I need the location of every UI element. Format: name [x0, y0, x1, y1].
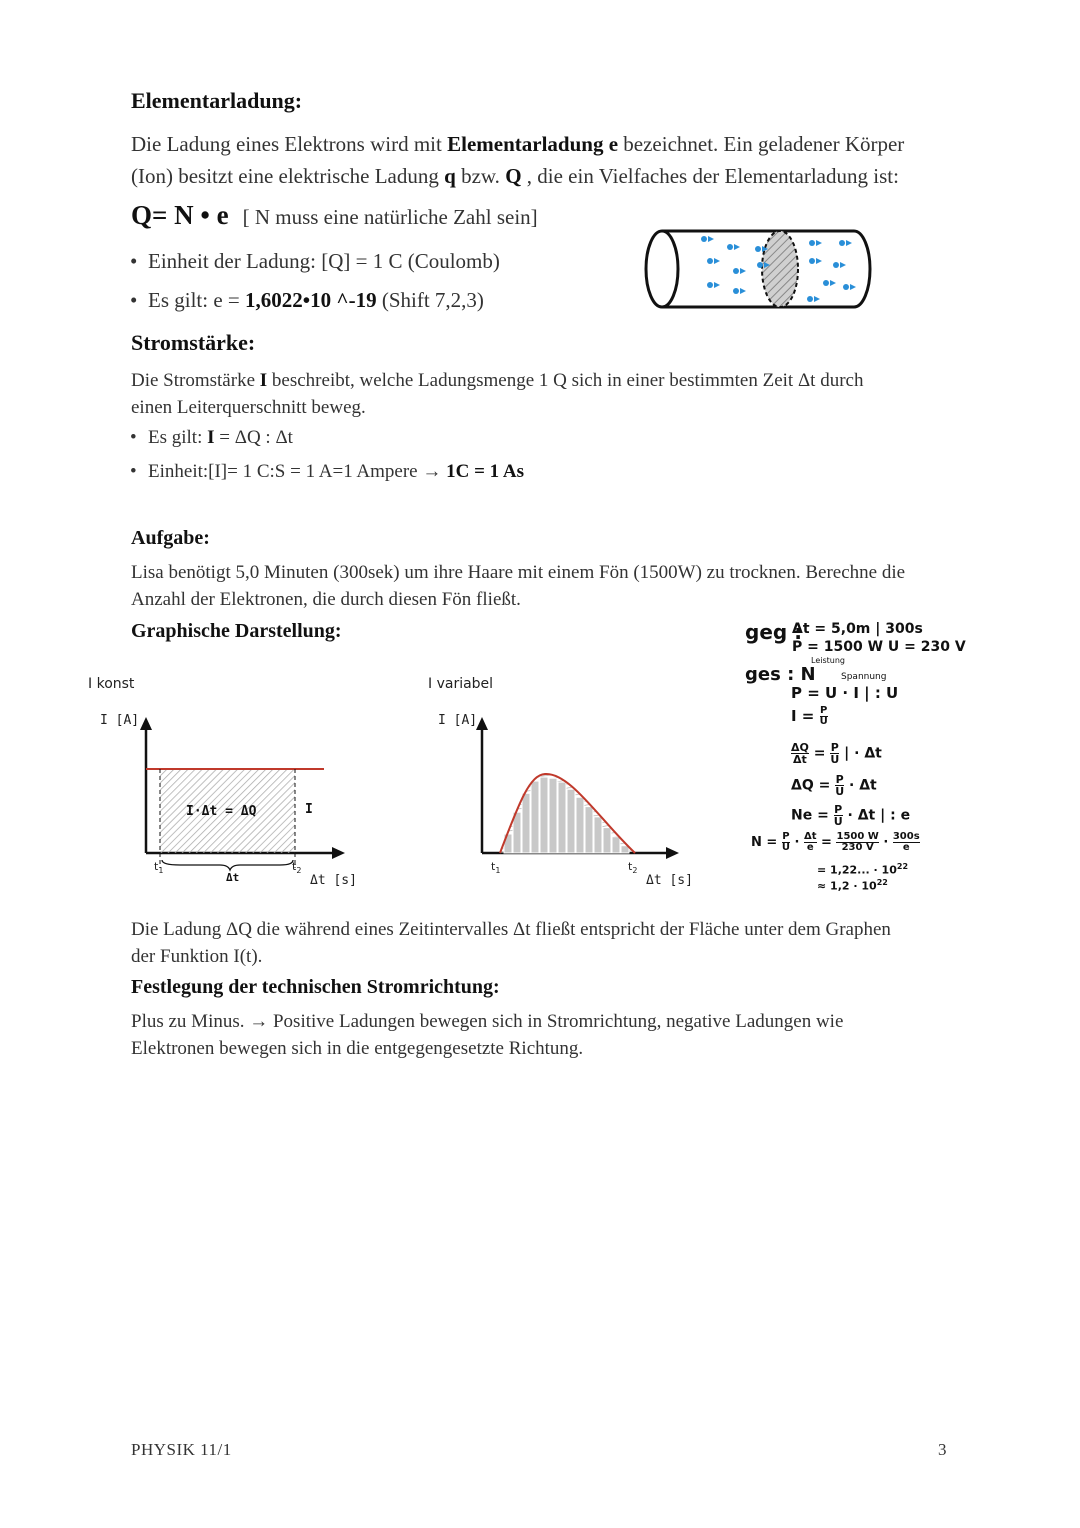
approx-bar [594, 817, 602, 853]
left-y-arrow [140, 717, 152, 730]
note-line-pui: P = U · I | : U [791, 684, 899, 702]
conductor-tube [646, 231, 870, 307]
right-y-label: I [A] [438, 713, 478, 728]
bullet-es-gilt-e: • Es gilt: e = 1,6022•10 ^-19 (Shift 7,2,3) [148, 288, 484, 313]
note-geg-label: geg : [745, 620, 803, 644]
heading-stromrichtung: Festlegung der technischen Stromrichtung: [131, 976, 500, 998]
graph-variable-current [420, 700, 720, 900]
left-x-label: Δt [s] [310, 873, 357, 888]
approx-bar [558, 782, 566, 853]
approx-bar [612, 837, 620, 853]
approx-bar [522, 793, 530, 853]
left-area-label: I·Δt = ΔQ [186, 804, 257, 819]
approx-bar [540, 777, 548, 853]
electron-arrow [814, 296, 820, 302]
heading-graphische-darstellung: Graphische Darstellung: [131, 620, 342, 642]
bullet-einheit-i: • Einheit:[I]= 1 C:S = 1 A=1 Ampere → 1C = 1 As [148, 461, 524, 483]
right-approx-bars [504, 777, 629, 853]
formula-note: [ N muss eine natürliche Zahl sein] [242, 205, 538, 229]
note-result-exact: = 1,22... · $10^{22}$ [817, 862, 909, 877]
note-spannung: Spannung [841, 672, 887, 682]
left-dt-label: Δt [226, 871, 240, 884]
handwritten-solution [745, 618, 967, 896]
heading-stromstaerke: Stromstärke: [131, 330, 256, 355]
right-y-arrow [476, 717, 488, 730]
note-leistung: Leistung [811, 656, 845, 665]
approx-bar [585, 807, 593, 853]
graph-right-title: I variabel [428, 676, 494, 692]
left-dt-brace [162, 860, 293, 870]
electron-dot [757, 262, 763, 268]
electron-dot [823, 280, 829, 286]
electron-arrow [840, 262, 846, 268]
electron-arrow [708, 236, 714, 242]
electron-dot [707, 258, 713, 264]
stromstaerke-description: Die Stromstärke I beschreibt, welche Ladungsmenge 1 Q sich in einer bestimmten Zeit Δt durch einen Leiterquerschnitt beweg. [131, 370, 864, 418]
note-line-n: N = $\frac{P}{U}$ · $\frac{\Delta t}{e}$ = $\frac{1500 W}{230 V}$ · $\frac{300s}{e}$ [751, 831, 920, 853]
electron-dot [727, 244, 733, 250]
note-geg-line2: P = 1500 W U = 230 V [792, 639, 966, 655]
right-t1-label: $t_1$ [491, 860, 501, 875]
electron-arrow [740, 288, 746, 294]
electron-arrow [850, 284, 856, 290]
right-t2-label: $t_2$ [628, 860, 638, 875]
conductor-illustration [640, 225, 880, 313]
electron-arrow [714, 282, 720, 288]
note-line-dq-dt: $\frac{\Delta Q}{\Delta t}$ = $\frac{P}{U}$ | · Δt [791, 741, 882, 766]
electron-dot [707, 282, 713, 288]
electron-arrow [816, 258, 822, 264]
electron-dot [755, 246, 761, 252]
approx-bar [531, 781, 539, 853]
right-x-arrow [666, 847, 679, 859]
elementarladung-intro: Die Ladung eines Elektrons wird mit Elementarladung e bezeichnet. Ein geladener Körper (Ion) besitzt eine elektrische Ladung q bzw. Q , die ein Vielfaches der Elementarladung ist: [131, 132, 905, 188]
heading-aufgabe: Aufgabe: [131, 527, 210, 549]
note-line-dq: ΔQ = $\frac{P}{U}$ · Δt [791, 773, 877, 798]
left-y-label: I [A] [100, 713, 140, 728]
bullet-einheit-ladung: • Einheit der Ladung: [Q] = 1 C (Coulomb) [148, 249, 500, 274]
left-t1-label: $t_1$ [154, 860, 164, 875]
left-i-label: I [305, 802, 313, 817]
electron-dot [701, 236, 707, 242]
right-x-label: Δt [s] [646, 873, 693, 888]
electron-dot [843, 284, 849, 290]
approx-bar [567, 789, 575, 853]
approx-bar [603, 828, 611, 853]
approx-bar [549, 778, 557, 853]
cross-section [762, 231, 798, 307]
electron-arrow [846, 240, 852, 246]
note-line-i: I = $\frac{P}{U}$ [791, 705, 828, 727]
electron-dot [733, 268, 739, 274]
note-result-rounded: ≈ $1,2 \cdot 10^{22}$ [817, 878, 888, 893]
left-t2-label: $t_2$ [292, 860, 302, 875]
formula-text: Q= N • e [131, 200, 229, 230]
electron-dot [809, 258, 815, 264]
charge-formula [131, 200, 538, 231]
note-line-ne: Ne = $\frac{P}{U}$ · Δt | : e [791, 803, 911, 828]
note-ges-label: ges : N [745, 664, 816, 685]
electron-dot [807, 296, 813, 302]
electron-dot [833, 262, 839, 268]
bullet-es-gilt-i: • Es gilt: I = ΔQ : Δt [148, 427, 293, 449]
electron-arrow [734, 244, 740, 250]
electron-arrow [830, 280, 836, 286]
note-geg-line1: Δt = 5,0m | 300s [792, 621, 923, 637]
heading-elementarladung: Elementarladung: [131, 88, 303, 113]
ladung-flaeche-text: Die Ladung ΔQ die während eines Zeitintervalles Δt fließt entspricht der Fläche unter dem Graphen der Funktion I(t). [131, 919, 891, 967]
electron-arrow [816, 240, 822, 246]
footer-course: PHYSIK 11/1 [131, 1440, 232, 1459]
aufgabe-text: Lisa benötigt 5,0 Minuten (300sek) um ihre Haare mit einem Fön (1500W) zu trocknen. Berechne die Anzahl der Elektronen, die durch diesen Fön fließt. [131, 562, 906, 610]
electron-dot [809, 240, 815, 246]
electron-dot [733, 288, 739, 294]
left-x-arrow [332, 847, 345, 859]
graph-left-title: I konst [88, 676, 135, 692]
approx-bar [576, 797, 584, 853]
footer-page-number: 3 [938, 1440, 947, 1459]
graph-constant-current [80, 700, 380, 900]
electron-arrow [740, 268, 746, 274]
electron-dot [839, 240, 845, 246]
electron-arrow [714, 258, 720, 264]
stromrichtung-text: Plus zu Minus. → Positive Ladungen bewegen sich in Stromrichtung, negative Ladungen wie Elektronen bewegen sich in die entgegengesetzte Richtung. [131, 1011, 844, 1059]
